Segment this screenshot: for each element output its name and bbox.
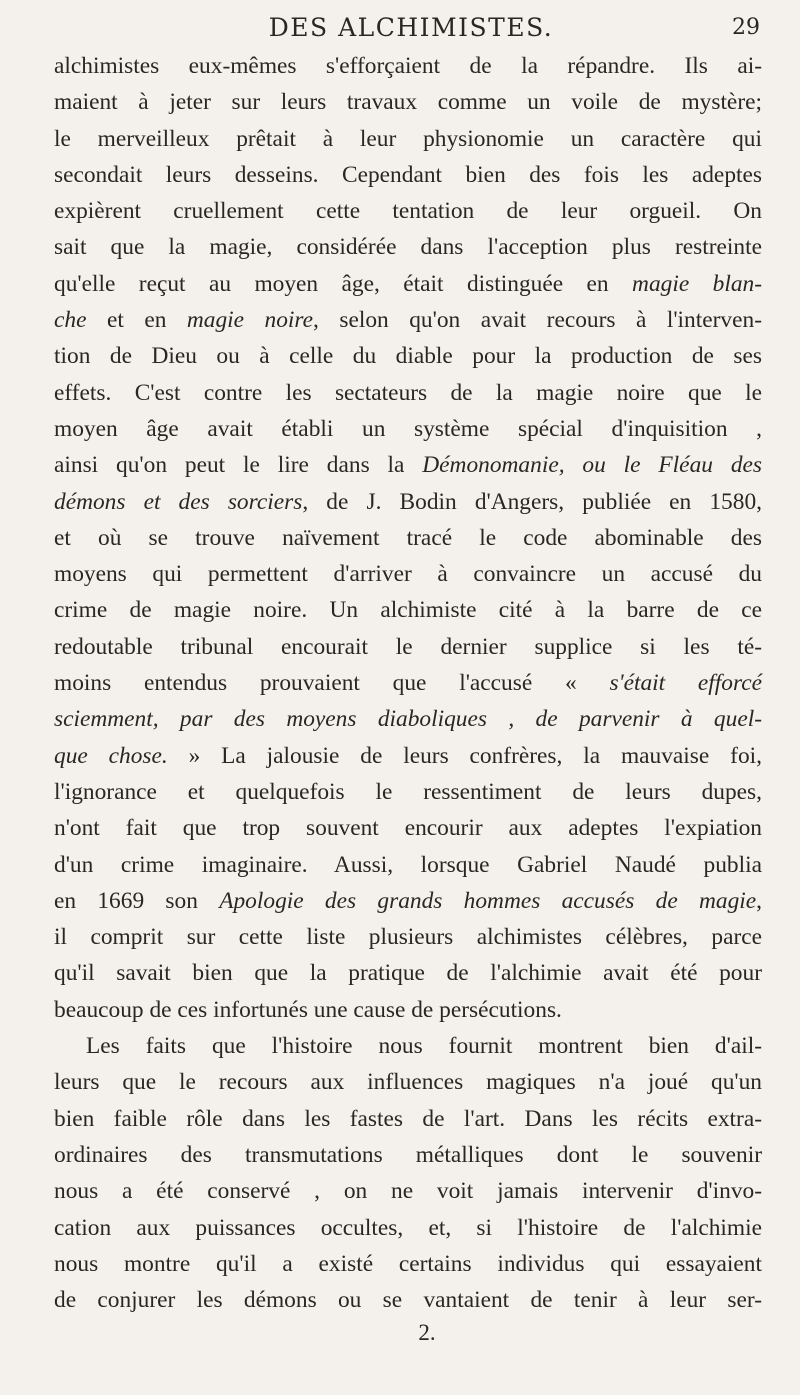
text-run: et en [86, 307, 187, 334]
text-run: en 1669 son [54, 887, 220, 914]
running-title: DES ALCHIMISTES. [268, 13, 554, 42]
text-line [54, 302, 762, 338]
italic-book-title: Apologie des grands hommes accusés de magie [219, 887, 757, 914]
text-line: cation aux puissances occultes, et, si l'histoire de l'alchimie [54, 1214, 762, 1241]
italic-term: magie blan- [632, 270, 763, 297]
italic-quote: que chose. [54, 742, 168, 769]
text-line: d'un crime imaginaire. Aussi, lorsque Gabriel Naudé publia [54, 851, 762, 878]
text-line: effets. C'est contre les sectateurs de la magie noire que le [54, 379, 762, 406]
text-line: maient à jeter sur leurs travaux comme un voile de mystère; [54, 89, 762, 116]
text-line [54, 665, 762, 701]
italic-book-title: Démonomanie, ou le Fléau des [422, 452, 762, 479]
text-line: secondait leurs desseins. Cependant bien des fois les adeptes [54, 161, 762, 188]
signature-mark: 2. [418, 1320, 436, 1346]
text-line: expièrent cruellement cette tentation de leur orgueil. On [54, 198, 762, 225]
body-text [54, 48, 762, 1348]
text-line: alchimistes eux-mêmes s'efforçaient de la répandre. Ils ai- [54, 53, 762, 79]
text-run: , selon qu'on avait recours à l'interven- [313, 307, 762, 334]
text-line [54, 447, 762, 483]
text-line: tion de Dieu ou à celle du diable pour la production de ses [54, 343, 762, 370]
text-run: , de J. Bodin d'Angers, publiée en 1580, [302, 488, 762, 515]
text-run: » La jalousie de leurs confrères, la mauvaise foi, [167, 742, 762, 769]
text-line: leurs que le recours aux influences magiques n'a joué qu'un [54, 1069, 762, 1096]
text-line: n'ont fait que trop souvent encourir aux adeptes l'expiation [54, 815, 762, 842]
text-line: redoutable tribunal encourait le dernier supplice si les té- [54, 633, 762, 660]
text-line: sait que la magie, considérée dans l'acception plus restreinte [54, 234, 762, 261]
text-line: beaucoup de ces infortunés une cause de persécutions. [54, 996, 562, 1023]
text-line: moyens qui permettent d'arriver à convaincre un accusé du [54, 561, 762, 588]
text-line: qu'il savait bien que la pratique de l'alchimie avait été pour [54, 960, 762, 987]
text-line: bien faible rôle dans les fastes de l'art. Dans les récits extra- [54, 1105, 762, 1132]
text-line [54, 484, 762, 520]
text-line: ordinaires des transmutations métalliques dont le souvenir [54, 1141, 762, 1168]
text-line: nous a été conservé , on ne voit jamais intervenir d'invo- [54, 1178, 762, 1205]
text-line: crime de magie noire. Un alchimiste cité à la barre de ce [54, 597, 762, 624]
text-line: l'ignorance et quelquefois le ressentiment de leurs dupes, [54, 778, 762, 805]
text-line: il comprit sur cette liste plusieurs alchimistes célèbres, parce [54, 924, 762, 951]
text-run: moins entendus prouvaient que l'accusé « [54, 670, 610, 697]
text-line: et où se trouve naïvement tracé le code abominable des [54, 524, 762, 551]
italic-term: che [54, 307, 87, 334]
italic-quote: s'était efforcé [609, 670, 763, 697]
text-line [54, 738, 762, 774]
page-number: 29 [732, 15, 760, 40]
text-line: le merveilleux prêtait à leur physionomie un caractère qui [54, 125, 762, 152]
italic-quote: sciemment, par des moyens diaboliques , de parvenir à quel- [54, 706, 762, 733]
italic-book-title: démons et des sorciers [54, 488, 303, 515]
text-run: , [756, 887, 762, 914]
text-run: qu'elle reçut au moyen âge, était distinguée en [54, 270, 633, 297]
text-line: moyen âge avait établi un système spécial d'inquisition , [54, 415, 762, 442]
text-run: ainsi qu'on peut le lire dans la [54, 452, 423, 479]
italic-term: magie noire [186, 307, 314, 334]
text-line [54, 701, 762, 737]
text-line: Les faits que l'histoire nous fournit montrent bien d'ail- [86, 1033, 762, 1060]
text-line: de conjurer les démons ou se vantaient de tenir à leur ser- [54, 1287, 762, 1314]
running-head [62, 6, 760, 46]
text-line: nous montre qu'il a existé certains individus qui essayaient [54, 1250, 762, 1277]
text-line [54, 266, 762, 302]
text-line [54, 883, 762, 919]
